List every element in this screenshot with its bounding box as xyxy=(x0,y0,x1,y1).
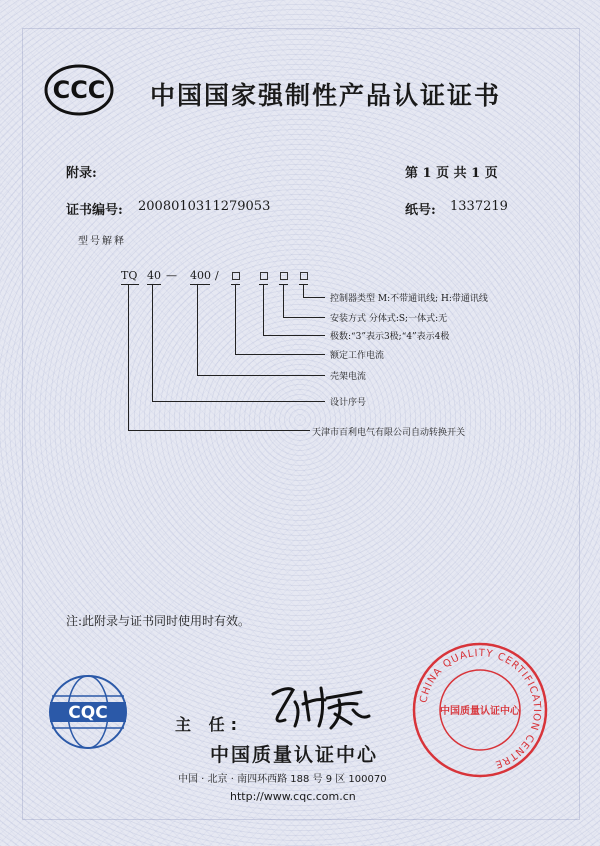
seal-outer-text: CHINA QUALITY CERTIFICATION CENTRE xyxy=(418,647,543,770)
ccc-logo-text: CCC xyxy=(52,76,106,104)
model-code-box-4 xyxy=(300,272,308,280)
ccc-logo xyxy=(44,64,114,120)
organization-address: 中国 · 北京 · 南四环西路 188 号 9 区 100070 xyxy=(178,774,387,785)
explanation-control: 控制器类型 M:不带通讯线; H:带通讯线 xyxy=(330,294,488,304)
explanation-design-no: 设计序号 xyxy=(330,398,367,408)
certificate-title: 中国国家强制性产品认证证书 xyxy=(150,81,502,110)
model-code-400: 400 xyxy=(190,269,211,282)
organization-url: http://www.cqc.com.cn xyxy=(230,790,356,803)
model-code-tq: TQ xyxy=(121,269,138,282)
model-code-dash: — xyxy=(166,269,177,282)
official-seal xyxy=(410,640,550,784)
director-signature xyxy=(265,680,375,736)
paper-no-label: 纸号: xyxy=(405,203,436,218)
model-code-slash: / xyxy=(215,269,219,282)
explanation-frame-current: 壳架电流 xyxy=(330,372,367,382)
cqc-logo xyxy=(44,672,132,756)
cert-no: 2008010311279053 xyxy=(138,199,271,214)
paper-no: 1337219 xyxy=(450,199,508,214)
page-indicator: 第 1 页 共 1 页 xyxy=(405,166,498,181)
model-code-box-1 xyxy=(232,272,240,280)
model-code-box-2 xyxy=(260,272,268,280)
director-label: 主 任: xyxy=(175,715,243,734)
seal-inner-text: 中国质量认证中心 xyxy=(440,706,520,717)
cqc-logo-text: CQC xyxy=(68,703,108,723)
explanation-manufacturer: 天津市百利电气有限公司自动转换开关 xyxy=(312,428,466,438)
model-code-40: 40 xyxy=(147,269,161,282)
model-code-box-3 xyxy=(280,272,288,280)
organization-name: 中国质量认证中心 xyxy=(210,744,379,766)
explanation-rated-current: 额定工作电流 xyxy=(330,351,385,361)
model-heading: 型号解释 xyxy=(78,236,126,247)
validity-note: 注:此附录与证书同时使用时有效。 xyxy=(66,614,251,628)
annex-label: 附录: xyxy=(66,166,97,181)
cert-no-label: 证书编号: xyxy=(66,203,123,218)
explanation-poles: 极数:“3”表示3极;“4”表示4极 xyxy=(330,332,450,342)
explanation-install: 安装方式 分体式:S;一体式:无 xyxy=(330,314,448,324)
